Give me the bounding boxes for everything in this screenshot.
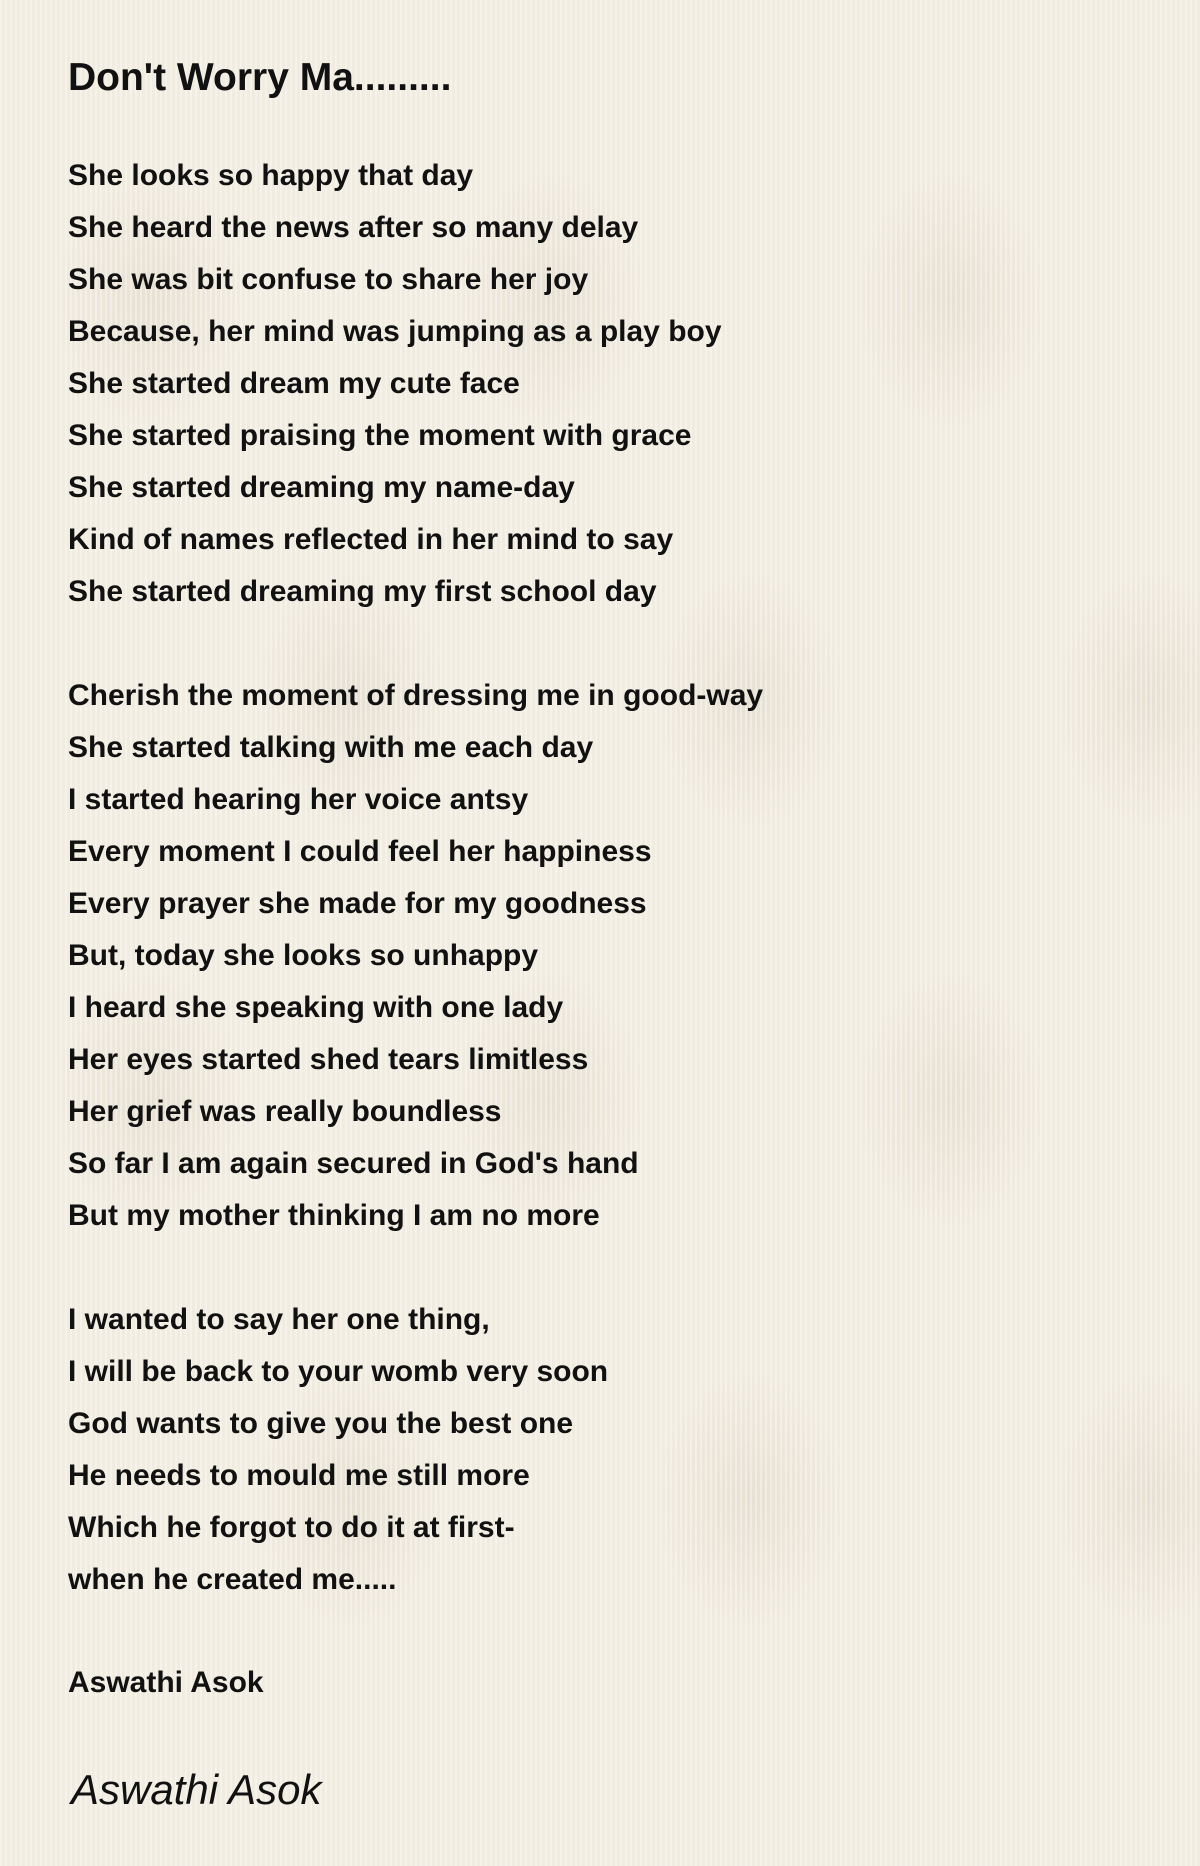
poem-line: She started dreaming my name-day [68, 471, 575, 504]
poem-line: I heard she speaking with one lady [68, 991, 564, 1024]
poem-line: So far I am again secured in God's hand [68, 1147, 639, 1180]
poem-line: She heard the news after so many delay [68, 211, 639, 244]
poem-line: She started dream my cute face [68, 367, 520, 400]
poem-line: She looks so happy that day [68, 159, 474, 192]
stanza-break [68, 618, 763, 670]
poem-line: I wanted to say her one thing, [68, 1303, 490, 1336]
poem-line: Her grief was really boundless [68, 1095, 502, 1128]
poem-line: I will be back to your womb very soon [68, 1355, 609, 1388]
poem-line: But my mother thinking I am no more [68, 1199, 600, 1232]
stanza-break [68, 1242, 763, 1294]
poem-line: Every prayer she made for my goodness [68, 887, 647, 920]
poem-line: when he created me..... [68, 1563, 397, 1596]
poem-line: But, today she looks so unhappy [68, 939, 539, 972]
poem-line: I started hearing her voice antsy [68, 783, 529, 816]
poem-body [68, 150, 763, 1606]
poem-line: He needs to mould me still more [68, 1459, 530, 1492]
poem-title: Don't Worry Ma......... [68, 56, 452, 99]
poem-line: Because, her mind was jumping as a play boy [68, 315, 722, 348]
poem-line: Cherish the moment of dressing me in good-way [68, 679, 764, 712]
poem-line: Every moment I could feel her happiness [68, 835, 652, 868]
author-signature: Aswathi Asok [71, 1766, 322, 1813]
author-name: Aswathi Asok [68, 1666, 264, 1699]
poem-line: Which he forgot to do it at first- [68, 1511, 515, 1544]
poem-line: God wants to give you the best one [68, 1407, 574, 1440]
poem-line: She was bit confuse to share her joy [68, 263, 589, 296]
poem-line: She started dreaming my first school day [68, 575, 657, 608]
poem-line: Her eyes started shed tears limitless [68, 1043, 589, 1076]
poem-line: She started talking with me each day [68, 731, 594, 764]
poem-line: Kind of names reflected in her mind to say [68, 523, 674, 556]
poem-line: She started praising the moment with grace [68, 419, 692, 452]
